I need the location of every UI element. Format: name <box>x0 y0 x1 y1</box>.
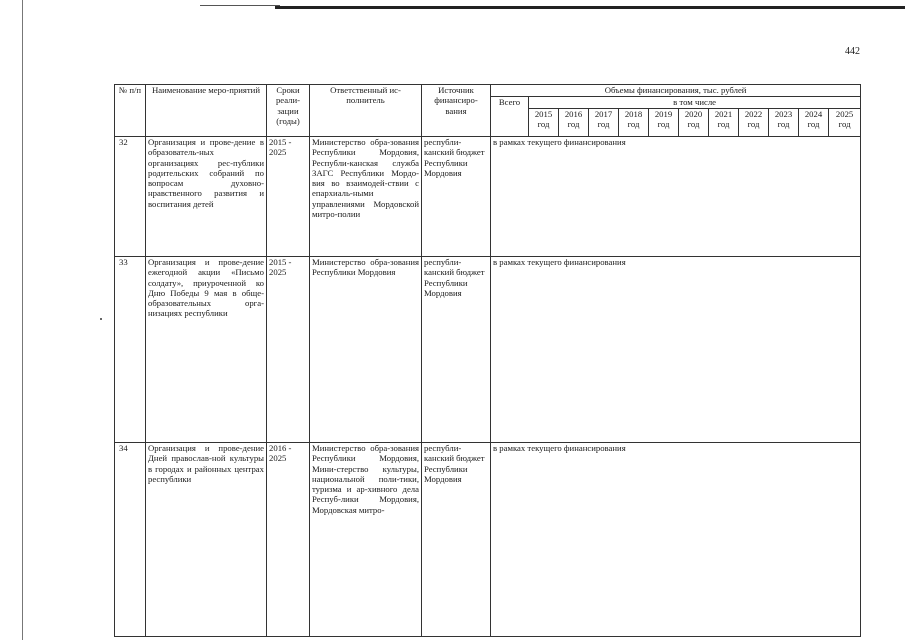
row-name: Организация и прове-дение в образователь-ных организациях рес-публики родительских собраний по вопросам духовно-нравственного развития и воспитания детей <box>146 137 267 257</box>
table-row <box>115 137 861 257</box>
row-funding: в рамках текущего финансирования <box>491 137 861 257</box>
header-year: 2016 год <box>559 109 589 137</box>
row-terms: 2015 - 2025 <box>267 257 310 443</box>
header-year: 2017 год <box>589 109 619 137</box>
header-year: 2022 год <box>739 109 769 137</box>
row-num: 32 <box>115 137 146 257</box>
scan-left-edge <box>22 0 23 640</box>
row-num: 34 <box>115 443 146 637</box>
header-funding: Объемы финансирования, тыс. рублей <box>491 85 861 97</box>
header-year: 2020 год <box>679 109 709 137</box>
header-terms: Сроки реали-зации (годы) <box>267 85 310 137</box>
header-including: в том числе <box>529 97 861 109</box>
row-source: республи-канский бюджет Республики Мордовия <box>422 443 491 637</box>
top-rule-thin <box>200 5 280 6</box>
header-year: 2024 год <box>799 109 829 137</box>
header-year: 2021 год <box>709 109 739 137</box>
scan-speck <box>100 318 102 320</box>
row-funding: в рамках текущего финансирования <box>491 443 861 637</box>
row-executor: Министерство обра-зования Республики Мордовия, Республи-канская служба ЗАГС Республики Мордо-вия во взаимодей-ствии с епархиаль-ными управлениями Мордовской митро-полии <box>310 137 422 257</box>
header-year: 2019 год <box>649 109 679 137</box>
row-name: Организация и прове-дение Дней православ-ной культуры в городах и районных центрах республики <box>146 443 267 637</box>
row-terms: 2016 - 2025 <box>267 443 310 637</box>
top-rule <box>275 6 905 9</box>
header-executor: Ответственный ис-полнитель <box>310 85 422 137</box>
page-number: 442 <box>845 46 860 57</box>
header-year: 2025 год <box>829 109 861 137</box>
row-num: 33 <box>115 257 146 443</box>
row-funding: в рамках текущего финансирования <box>491 257 861 443</box>
table-row <box>115 443 861 637</box>
funding-table <box>114 84 861 637</box>
header-source: Источник финансиро-вания <box>422 85 491 137</box>
header-total: Всего <box>491 97 529 137</box>
header-year: 2023 год <box>769 109 799 137</box>
table-row <box>115 257 861 443</box>
row-name: Организация и прове-дение ежегодной акции «Письмо солдату», приуроченной ко Дню Победы 9 мая в обще-образовательных орга-низациях республики <box>146 257 267 443</box>
row-source: республи-канский бюджет Республики Мордовия <box>422 137 491 257</box>
row-source: республи-канский бюджет Республики Мордовия <box>422 257 491 443</box>
header-name: Наименование меро-приятий <box>146 85 267 137</box>
row-executor: Министерство обра-зования Республики Мордовия <box>310 257 422 443</box>
header-year: 2015 год <box>529 109 559 137</box>
row-executor: Министерство обра-зования Республики Мордовия, Мини-стерство культуры, национальной поли-тики, туризма и ар-хивного дела Респуб-лики Мордовия, Мордовская митро- <box>310 443 422 637</box>
header-num: № п/п <box>115 85 146 137</box>
row-terms: 2015 - 2025 <box>267 137 310 257</box>
header-year: 2018 год <box>619 109 649 137</box>
